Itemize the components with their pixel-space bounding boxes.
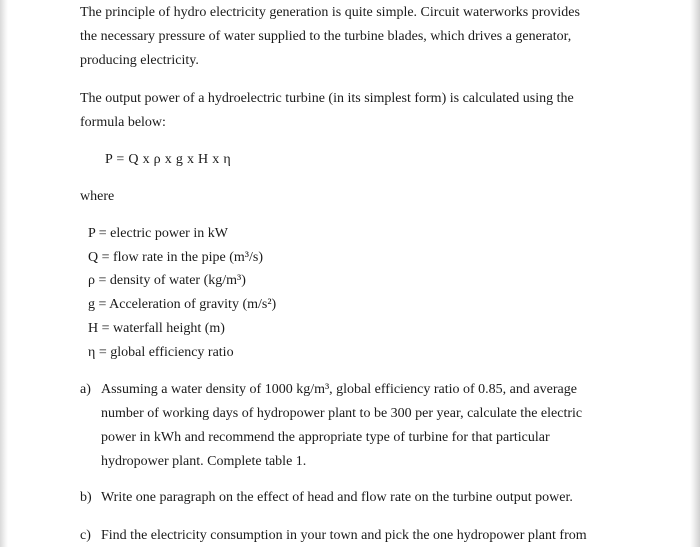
intro-line-3: producing electricity. <box>80 53 199 68</box>
question-a-line-3: power in kWh and recommend the appropriate type of turbine for that particular <box>101 430 550 445</box>
question-b-line-1: Write one paragraph on the effect of head and flow rate on the turbine output power. <box>101 490 573 505</box>
question-a-line-1: Assuming a water density of 1000 kg/m³, global efficiency ratio of 0.85, and average <box>101 382 577 397</box>
page-left-edge-shadow <box>0 0 8 547</box>
intro-line-2: the necessary pressure of water supplied to the turbine blades, which drives a generator, <box>80 29 572 44</box>
definition-waterfall-height: H = waterfall height (m) <box>88 321 225 336</box>
page-right-edge-shadow <box>690 0 700 547</box>
power-formula: P = Q x ρ x g x H x η <box>105 152 231 167</box>
definition-water-density: ρ = density of water (kg/m³) <box>88 273 246 288</box>
question-c-marker: c) <box>80 528 91 543</box>
question-a-line-4: hydropower plant. Complete table 1. <box>101 454 307 469</box>
where-label: where <box>80 189 115 204</box>
question-a-marker: a) <box>80 382 91 397</box>
question-a-line-2: number of working days of hydropower plant to be 300 per year, calculate the electric <box>101 406 583 421</box>
intro-line-1: The principle of hydro electricity generation is quite simple. Circuit waterworks provides <box>80 5 580 20</box>
question-c-line-1: Find the electricity consumption in your town and pick the one hydropower plant from <box>101 528 587 543</box>
output-line-1: The output power of a hydroelectric turbine (in its simplest form) is calculated using the <box>80 91 574 106</box>
output-line-2: formula below: <box>80 115 166 130</box>
definition-gravity: g = Acceleration of gravity (m/s²) <box>88 297 277 312</box>
definition-efficiency: η = global efficiency ratio <box>88 345 234 360</box>
definition-flow-rate: Q = flow rate in the pipe (m³/s) <box>88 250 263 265</box>
definition-electric-power: P = electric power in kW <box>88 226 228 241</box>
question-b-marker: b) <box>80 490 92 505</box>
